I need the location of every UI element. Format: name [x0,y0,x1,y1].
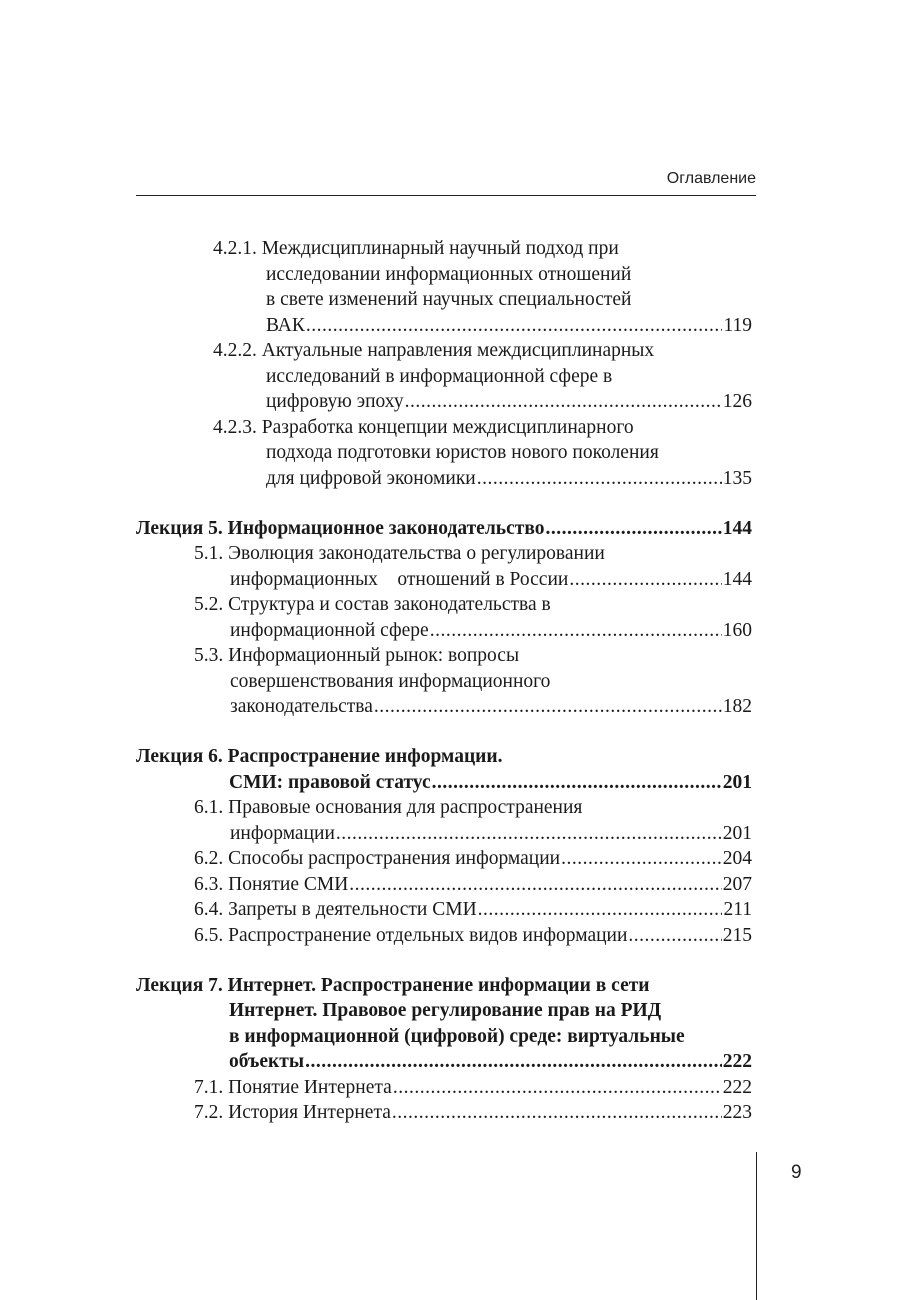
toc-lecture-title: Лекция 7. Интернет. Распространение информации в сети [136,974,650,996]
toc-entry-7-2[interactable] [136,1100,752,1126]
toc-entry-text: исследовании информационных отношений [266,263,632,285]
dot-leader [393,1075,722,1101]
toc-lecture-title: Лекция 5. Информационное законодательство [136,517,545,539]
toc-entry-text: совершенствования информационного [230,670,551,692]
table-of-contents [136,236,752,1126]
toc-entry-7-1[interactable] [136,1075,752,1101]
toc-page-number: 201 [722,771,752,793]
dot-leader [430,618,722,644]
dot-leader [561,846,722,872]
toc-page-number: 223 [722,1102,752,1123]
toc-page-number: 215 [722,924,752,946]
toc-entry-text: 5.1. Эволюция законодательства о регулировании [194,543,605,564]
toc-entry-5-2[interactable] [136,592,752,643]
toc-entry-text: цифровую эпоху [266,391,404,412]
page-margin-rule [756,1152,757,1300]
toc-entry-text: 4.2.3. Разработка концепции междисциплинарного [213,416,634,438]
toc-entry-text: 7.1. Понятие Интернета [194,1076,392,1098]
dot-leader [432,770,722,796]
dot-leader [305,1049,722,1075]
toc-entry-text: для цифровой экономики [266,467,476,489]
toc-entry-text: законодательства [230,696,373,717]
toc-entry-text: ВАК [266,314,305,336]
toc-entry-text: исследований в информационной сфере в [266,365,613,387]
dot-leader [405,389,722,415]
toc-entry-text: 4.2.1. Междисциплинарный научный подход при [213,238,619,259]
toc-lecture-title: СМИ: правовой статус [229,771,431,793]
toc-entry-text: 6.3. Понятие СМИ [194,873,349,895]
dot-leader [392,1100,722,1126]
toc-entry-text: информационной сфере [230,619,429,641]
toc-page-number: 160 [722,619,752,641]
toc-entry-4-2-3[interactable] [136,415,752,492]
toc-page-number: 135 [722,467,752,489]
toc-entry-6-5[interactable] [136,923,752,949]
dot-leader [349,872,721,898]
toc-page-number: 211 [723,899,752,920]
toc-entry-5-3[interactable] [136,643,752,720]
toc-entry-5-1[interactable] [136,541,752,592]
dot-leader [336,821,722,847]
toc-entry-text: 6.4. Запреты в деятельности СМИ [194,899,477,920]
toc-entry-6-2[interactable] [136,846,752,872]
toc-page-number: 204 [722,848,752,869]
toc-page-number: 222 [722,1051,752,1072]
dot-leader [569,567,721,593]
dot-leader [478,897,723,923]
dot-leader [306,313,723,339]
toc-entry-text: 6.1. Правовые основания для распространения [194,797,583,818]
toc-lecture-title: Интернет. Правовое регулирование прав на РИД [229,1000,662,1021]
toc-entry-text: 5.3. Информационный рынок: вопросы [194,645,520,666]
toc-entry-4-2-1[interactable] [136,236,752,338]
toc-entry-4-2-2[interactable] [136,338,752,415]
toc-entry-text: 6.5. Распространение отдельных видов информации [194,924,628,946]
running-header-title: Оглавление [666,170,756,187]
toc-page-number: 222 [722,1076,752,1098]
toc-lecture-5[interactable] [136,516,752,542]
toc-lecture-title: Лекция 6. Распространение информации. [136,746,503,767]
toc-page-number: 201 [722,822,752,844]
toc-entry-6-1[interactable] [136,795,752,846]
toc-page-number: 126 [722,391,752,412]
header-rule [136,195,756,196]
toc-entry-6-3[interactable] [136,872,752,898]
toc-lecture-7[interactable] [136,973,752,1075]
toc-page-number: 144 [722,517,752,539]
toc-entry-text: информации [230,822,335,844]
toc-entry-text: информационных отношений в России [230,568,569,590]
toc-lecture-6[interactable] [136,744,752,795]
toc-lecture-title: в информационной (цифровой) среде: виртуальные [229,1025,685,1047]
toc-entry-text: подхода подготовки юристов нового поколения [266,442,659,463]
dot-leader [374,694,722,720]
dot-leader [628,923,721,949]
toc-entry-text: 4.2.2. Актуальные направления междисциплинарных [213,340,655,361]
toc-page-number: 182 [722,696,752,717]
dot-leader [477,466,722,492]
toc-page-number: 144 [722,568,752,590]
toc-entry-text: 6.2. Способы распространения информации [194,848,561,869]
toc-page-number: 207 [722,873,752,895]
toc-lecture-title: объекты [229,1051,305,1072]
page-number: 9 [791,1162,802,1183]
toc-entry-text: в свете изменений научных специальностей [266,289,632,310]
toc-entry-6-4[interactable] [136,897,752,923]
toc-entry-text: 7.2. История Интернета [194,1102,391,1123]
dot-leader [545,516,721,542]
toc-entry-text: 5.2. Структура и состав законодательства в [194,594,551,615]
toc-page-number: 119 [723,314,752,336]
